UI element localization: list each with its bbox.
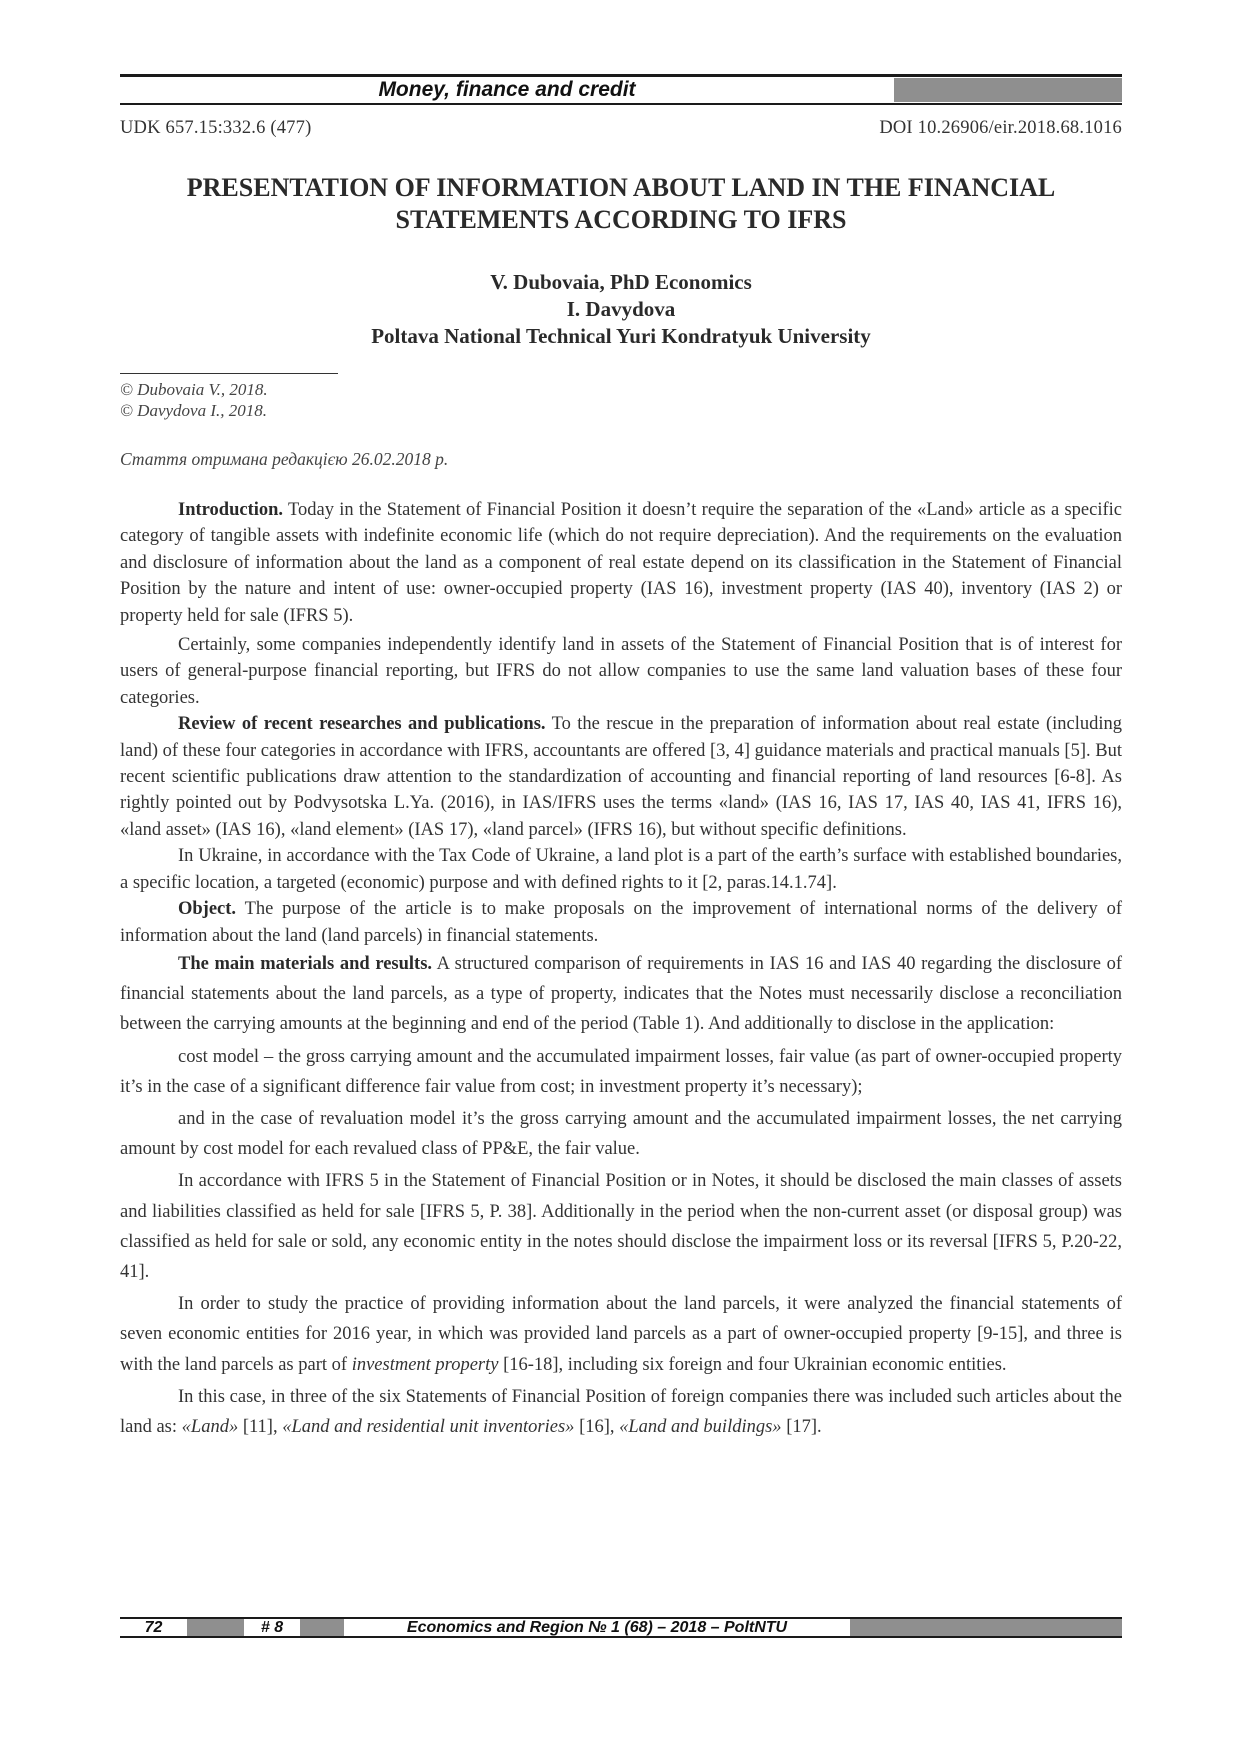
paragraph-2: [120, 632, 1122, 711]
journal-footer: [120, 1617, 1122, 1638]
footer-gray-3: [850, 1619, 1122, 1636]
paragraph-introduction: [120, 497, 1122, 629]
authors-block: [120, 269, 1122, 350]
article-body: [120, 497, 1122, 1442]
affiliation: Poltava National Technical Yuri Kondratyuk University: [371, 324, 871, 348]
copyright-notice: [120, 379, 268, 421]
ifrs5-text: In accordance with IFRS 5 in the Statement of Financial Position or in Notes, it should be disclosed the main classes of assets and liabilities classified as held for sale [IFRS 5, P. 38]. Additionally in the period when the non-current asset (or disposal group) was classified as held for sale or sold, any economic entity in the notes should disclose the impairment loss or its reversal [IFRS 5, P.20-22, 41].: [120, 1171, 1122, 1282]
land-articles-text-b: [11],: [242, 1416, 278, 1437]
article-meta-row: [120, 118, 1122, 139]
paragraph-4-text: In Ukraine, in accordance with the Tax Code of Ukraine, a land plot is a part of the earth’s surface with established boundaries, a specific location, a targeted (economic) purpose and with defined rights to it [2, paras.14.1.74].: [120, 846, 1122, 893]
copyright-1: © Dubovaia V., 2018.: [120, 380, 268, 399]
introduction-heading: Introduction.: [178, 500, 284, 520]
land-articles-text-c: [16],: [579, 1416, 615, 1437]
footer-gray-2: [300, 1619, 344, 1636]
practice-text-a: In order to study the practice of providing information about the land parcels, it were analyzed the financial statements of seven economic entities for 2016 year, in which was provided land parcels as a part of owner-occupied property [9-15], and three is with the land parcels as part of: [120, 1294, 1122, 1375]
paragraph-main-materials: [120, 949, 1122, 1040]
land-term-1: «Land»: [181, 1416, 239, 1437]
page-number: 72: [144, 1619, 163, 1636]
author-1: V. Dubovaia, PhD Economics: [490, 270, 752, 294]
review-text: To the rescue in the preparation of information about real estate (including land) of these four categories in accordance with IFRS, accountants are offered [3, 4] guidance materials and practical manuals [5]. But recent scientific publications draw attention to the standardization of accounting and financial reporting of land resources [6-8]. As rightly pointed out by Podvysotska L.Ya. (2016), in IAS/IFRS uses the terms «land» (IAS 16, IAS 17, IAS 40, IAS 41, IFRS 16), «land asset» (IAS 16), «land element» (IAS 17), «land parcel» (IFRS 16), but without specific definitions.: [120, 714, 1122, 840]
land-term-2: «Land and residential unit inventories»: [282, 1416, 575, 1437]
main-materials-heading: The main materials and results.: [178, 953, 433, 974]
land-articles-text-d: [17].: [786, 1416, 822, 1437]
object-heading: Object.: [178, 899, 237, 920]
paragraph-cost-model: [120, 1042, 1122, 1102]
copyright-rule: [120, 373, 338, 374]
journal-section-header: [120, 74, 1122, 105]
land-term-3: «Land and buildings»: [619, 1416, 782, 1437]
title-line-2: STATEMENTS ACCORDING TO IFRS: [395, 205, 847, 234]
issue-number: # 8: [260, 1619, 284, 1636]
practice-text-b: [16-18], including six foreign and four Ukrainian economic entities.: [503, 1354, 1007, 1375]
received-date: Стаття отримана редакцією 26.02.2018 р.: [120, 449, 449, 469]
paragraph-revaluation-model: [120, 1104, 1122, 1164]
practice-italic-term: investment property: [351, 1354, 499, 1375]
journal-citation: Economics and Region № 1 (68) – 2018 – PoltNTU: [406, 1619, 788, 1636]
author-2: I. Davydova: [566, 297, 676, 321]
header-gray-block: [894, 78, 1122, 102]
object-text: The purpose of the article is to make proposals on the improvement of international norms of the delivery of information about the land (land parcels) in financial statements.: [120, 899, 1122, 946]
paragraph-2-text: Certainly, some companies independently identify land in assets of the Statement of Financial Position that is of interest for users of general-purpose financial reporting, but IFRS do not allow companies to use the same land valuation bases of these four categories.: [120, 635, 1122, 708]
paragraph-object: [120, 896, 1122, 949]
paragraph-ifrs5: [120, 1166, 1122, 1287]
main-materials-text: A structured comparison of requirements in IAS 16 and IAS 40 regarding the disclosure of financial statements about the land parcels, as a type of property, indicates that the Notes must necessarily disclose a reconciliation between the carrying amounts at the beginning and end of the period (Table 1). And additionally to disclose in the application:: [120, 953, 1122, 1035]
revaluation-model-text: and in the case of revaluation model it’s the gross carrying amount and the accumulated impairment losses, the net carrying amount by cost model for each revalued class of PP&E, the fair value.: [120, 1108, 1122, 1160]
article-title: [120, 172, 1122, 236]
paragraph-review: [120, 711, 1122, 843]
udk-code: UDK 657.15:332.6 (477): [120, 118, 312, 138]
paragraph-practice-study: [120, 1289, 1122, 1380]
land-articles-text-a: In this case, in three of the six Statements of Financial Position of foreign companies there was included such articles about the land as:: [120, 1386, 1122, 1437]
footer-gray-1: [187, 1619, 244, 1636]
paragraph-4: [120, 843, 1122, 896]
section-title: Money, finance and credit: [378, 78, 636, 101]
doi: DOI 10.26906/eir.2018.68.1016: [879, 118, 1122, 138]
title-line-1: PRESENTATION OF INFORMATION ABOUT LAND IN THE FINANCIAL: [186, 173, 1056, 202]
paragraph-land-articles: [120, 1382, 1122, 1442]
review-heading: Review of recent researches and publications.: [178, 714, 546, 735]
copyright-2: © Davydova I., 2018.: [120, 401, 267, 420]
cost-model-text: cost model – the gross carrying amount and the accumulated impairment losses, fair value (as part of owner-occupied property it’s in the case of a significant difference fair value from cost; in investment property it’s necessary);: [120, 1046, 1122, 1097]
introduction-text: Today in the Statement of Financial Position it doesn’t require the separation of the «Land» article as a specific category of tangible assets with indefinite economic life (which do not require depreciation). And the requirements on the evaluation and disclosure of information about the land as a component of real estate depend on its classification in the Statement of Financial Position by the nature and intent of use: owner-occupied property (IAS 16), investment property (IAS 40), inventory (IAS 2) or property held for sale (IFRS 5).: [120, 500, 1122, 626]
